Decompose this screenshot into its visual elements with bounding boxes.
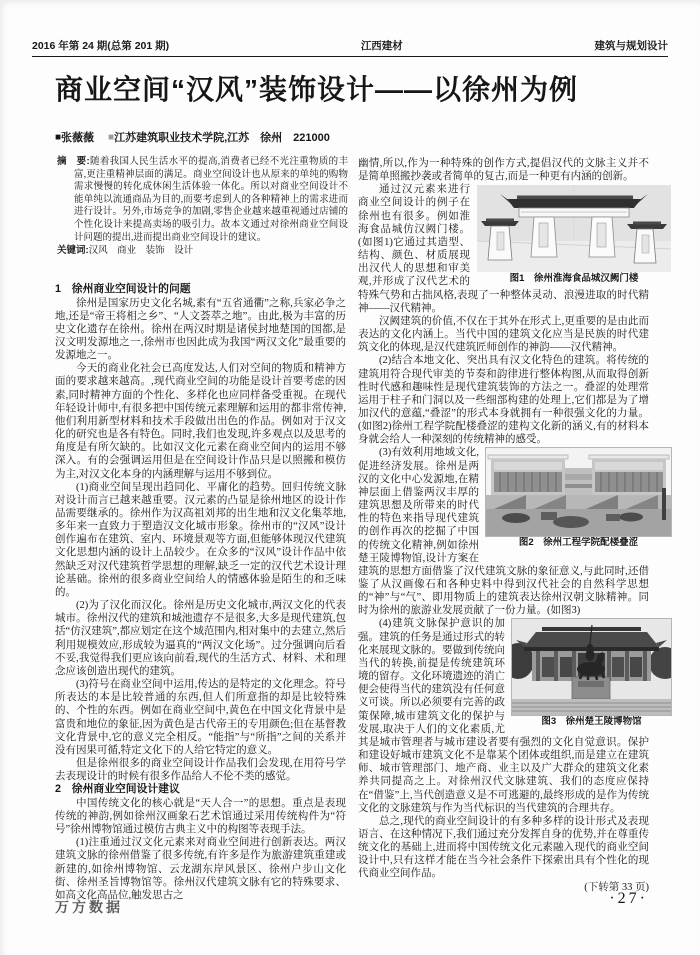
figure-3-caption: 图3 徐州楚王陵博物馆 bbox=[541, 716, 642, 728]
paragraph: (1)注重通过汉文化元素来对商业空间进行创新表达。两汉建筑文脉的徐州借鉴了很多传统,有许多是作为旅游建筑重建或新建的,如徐州博物馆、云龙湖东岸风景区、徐州户步山文化街、徐州圣旨博物馆等。徐州汉代建筑文脉有它的特殊要求、如高文化高品位,触发思古之 bbox=[55, 837, 346, 901]
paragraph: 汉阙建筑的价值,不仅在于其外在形式上,更重要的是由此而表达的文化内涵上。当代中国的建筑文化应当是民族的时代建筑文化的体现,是汉代建筑匠师创作的神韵——汉代精神。 bbox=[358, 315, 649, 354]
paragraph bbox=[358, 446, 649, 617]
paragraph: 中国传统文化的核心就是“天人合一”的思想。重点是表现传统的神韵,例如徐州汉画象石艺术馆通过采用传统构件为“符号”徐州博物馆通过模仿古典主义中的构图等表现手法。 bbox=[55, 797, 346, 836]
header-section: 建筑与规划设计 bbox=[594, 40, 668, 52]
author-affiliation: 江苏建筑职业技术学院,江苏 徐州 221000 bbox=[114, 132, 330, 144]
affiliation-marker-icon: ■ bbox=[108, 132, 115, 143]
page-header bbox=[32, 38, 668, 57]
watermark-logo: 万方数据 bbox=[55, 899, 123, 915]
continuation-note: (下转第 33 页) bbox=[584, 881, 649, 893]
author-marker-icon: ■ bbox=[55, 132, 62, 143]
paragraph: (2)为了汉化而汉化。徐州是历史文化城市,两汉文化的代表城市。徐州汉代的建筑和城池遗存不是很多,大多是现代建筑,包括“仿汉建筑”,都应划定在这个域范围内,相对集中的去建立,然后利用规模效应,形成较为逼真的“两汉文化场”。过分强调向后看不妥,我觉得我们更应该向前看,现代的生活方式、材料、术和理念应该创造出现代的建筑。 bbox=[55, 600, 346, 677]
paragraph bbox=[358, 617, 649, 814]
figure-2-image bbox=[486, 448, 671, 536]
keywords-label: 关键词: bbox=[57, 245, 89, 257]
paragraph: 今天的商业化社会已高度发达,人们对空间的物质和精神方面的要求越来越高。,现代商业空间的功能是设计首要考虑的因素,同时精神方面的个性化、多样化也应同样备受重视。在现代年轻设计师中,有很多把中国传统元素理解和运用的都非常传神,他们利用新型材料和技术手段做出出色的作品。例如对于汉文化的研究也是各有特色。同时,我们也发现,许多观点以及思考的角度是有所欠缺的。比如汉文化元素在商业空间内的运用不够深入。有的会强调运用但是在空间设计作品只是以照搬和模仿为主,对汉文化本身的内涵理解与运用不够到位。 bbox=[55, 363, 346, 480]
paragraph-text: (3)有效利用地域文化,促进经济发展。徐州是两汉的文化中心发源地,在精神层面上借鉴两汉丰厚的建筑思想及所带来的时代性的特色来指导现代建筑的创作再次的挖掘了中国的传统文化精神,例如徐州楚王陵博物馆,设计方案在建筑的思想方面借鉴了汉代建筑文脉的象征意义,与此同时,还借鉴了从汉画像石和各种史料中得到汉代社会的自然科学思想的“神”与“气”、即用物质上的建筑表达徐州汉朝文脉精神。同时为徐州的旅游业发展贡献了一份力量。(如图3) bbox=[358, 447, 649, 617]
paragraph: 但是徐州很多的商业空间设计作品我们会发现,在用符号学去表现设计的时候有很多作品给人不伦不类的感觉。 bbox=[55, 757, 346, 783]
section-heading-1: 1 徐州商业空间设计的问题 bbox=[55, 283, 191, 295]
author-name: 张薇薇 bbox=[61, 132, 95, 144]
paragraph: (3)符号在商业空间中运用,传达的是特定的文化理念。符号所表达的本是比较普通的东西,但人们所意指的却是比较特殊的、个性的东西。例如在商业空间中,黄色在中国文化背景中是富贵和地位的象征,因为黄色是古代帝王的专用颜色;但在基督教文化背景中,它的意义完全相反。“能指”与“所指”之间的关系并没有因果可循,特定文化下的人给它特定的意义。 bbox=[55, 679, 346, 756]
paragraph-text: 通过汉元素来进行商业空间设计的例子在徐州也有很多。例如淮海食品城仿汉阙门楼。(如图1)它通过其造型、结构、颜色、材质展现出汉代人的思想和审美观,并形成了汉代艺术的特殊气势和古拙风格,表现了一种整体灵动、浪漫进取的时代精神——汉代精神。 bbox=[358, 184, 649, 314]
keywords-line bbox=[57, 245, 348, 258]
article-title: 商业空间“汉风”装饰设计——以徐州为例 bbox=[55, 74, 579, 105]
page-number: ·27· bbox=[609, 890, 648, 907]
paragraph-text: (4)建筑文脉保护意识的加强。建筑的任务是通过形式的转化来展现文脉的。要做到传统向当代的转换,前提是传统建筑环境的留存。文化环境遗迹的消亡便会使得当代的建筑没有任何意义可谈。所以必须要有完善的政策保障,城市建筑文化的保护与发展,取决于人们的文化素质,尤其是城市管理者与城市建设者要有强烈的文化自觉意识。保护和建设好城市建筑文化不是靠某个团体或组织,而是建立在建筑师、城市管理部门、地产商、业主以及广大群众的建筑文化素养共同提高之上。对徐州汉代文脉建筑、我们的态度应保持在“借鉴”上,当代创造意义是不可逃避的,最终形成的是作为传统文化的文脉建筑与作为当代标识的当代建筑的合理共存。 bbox=[358, 618, 649, 814]
paragraph: 幽情,所以,作为一种特殊的创作方式,提倡汉代的文脉主义并不是简单照搬抄袭或者简单的复古,而是一种更有内涵的创新。 bbox=[358, 158, 649, 183]
abstract-body: 随着我国人民生活水平的提高,消费者已经不光注重物质的丰富,更注重精神层面的满足。商业空间设计也从原来的单纯的购物需求慢慢的转化成休闲生活体验一体化。所以对商业空间设计不能单纯以流通商品为目的,而要考虑到人的各种精神上的需求进而进行设计。另外,市场竞争的加剧,零售企业越来越重视通过店铺的个性化设计来提高卖场的吸引力。故本文通过对徐州商业空间设计问题的提出,进而提出商业空间设计的建议。 bbox=[74, 157, 348, 243]
paragraph bbox=[358, 183, 649, 315]
author-line bbox=[55, 129, 330, 145]
figure-3 bbox=[512, 619, 671, 728]
section-heading-2: 2 徐州商业空间设计建议 bbox=[55, 783, 180, 796]
header-issue: 2016 年第 24 期(总第 201 期) bbox=[32, 40, 170, 52]
figure-2 bbox=[486, 448, 671, 549]
right-column bbox=[358, 157, 649, 894]
figure-1-image bbox=[477, 185, 671, 272]
paragraph: 总之,现代的商业空间设计的有多种多样的设计形式及表现语言、在这种情况下,我们通过充分发挥自身的优势,并在尊重传统文化的基础上,进而将中国传统文化元素融入现代的商业空间设计中,只有这样才能在当今社会条件下探索出具有个性化的现代商业空间作品。 bbox=[358, 815, 649, 880]
paragraph: (1)商业空间呈现出趋同化、平庸化的趋势。回归传统文脉对设计而言已越来越重要。汉元素的凸显是徐州地区的设计作品需要继承的。徐州作为汉高祖刘邦的出生地和汉文化集萃地,多年来一直致力于塑造汉文化城市形象。徐州市的“汉风”设计创作遍布在建筑、室内、环境景观等方面,但能够体现汉代建筑文化思想内涵的设计上品较少。在众多的“汉风”设计作品中依然缺乏对汉代建筑哲学思想的理解,缺乏一定的汉代艺术设计理论基础。徐州的很多商业空间给人的情感体验是陌生的和乏味的。 bbox=[55, 481, 346, 598]
keywords-text: 汉风 商业 装饰 设计 bbox=[88, 246, 194, 257]
left-column bbox=[55, 283, 346, 902]
abstract-block bbox=[57, 156, 348, 258]
figure-1-caption: 图1 徐州淮海食品城汉阙门楼 bbox=[509, 273, 639, 285]
paragraph: (2)结合本地文化、突出具有汉文化特色的建筑。将传统的建筑用符合现代审美的节奏和韵律进行整体构图,从而取得创新性时代感和趣味性是现代建筑装饰的方法之一。叠涩的处理常运用于柱子和门洞以及一些细部构建的处理上,它们都是为了增加汉代的意蕴,“叠涩”的形式本身就拥有一种很强文化的力量。(如图2)徐州工程学院配楼叠涩的建构文化新的涵义,有的材料本身就会给人一种深刻的传统精神的感受。 bbox=[358, 355, 649, 446]
figure-1 bbox=[477, 185, 671, 285]
header-journal: 江西建材 bbox=[360, 40, 403, 52]
figure-3-image bbox=[512, 619, 671, 715]
paragraph: 徐州是国家历史文化名城,素有“五省通衢”之称,兵家必争之地,还是“帝王将相之乡”、“人文荟萃之地”。由此,极为丰富的历史文化遗存在徐州。徐州在两汉时期是诸侯封地楚国的国都,是汉文明发源地之一,徐州市也因此成为我国“两汉文化”最重要的发源地之一。 bbox=[55, 297, 346, 362]
figure-2-caption: 图2 徐州工程学院配楼叠涩 bbox=[518, 537, 639, 549]
abstract-label: 摘 要: bbox=[57, 156, 90, 167]
abstract-text bbox=[57, 156, 348, 244]
